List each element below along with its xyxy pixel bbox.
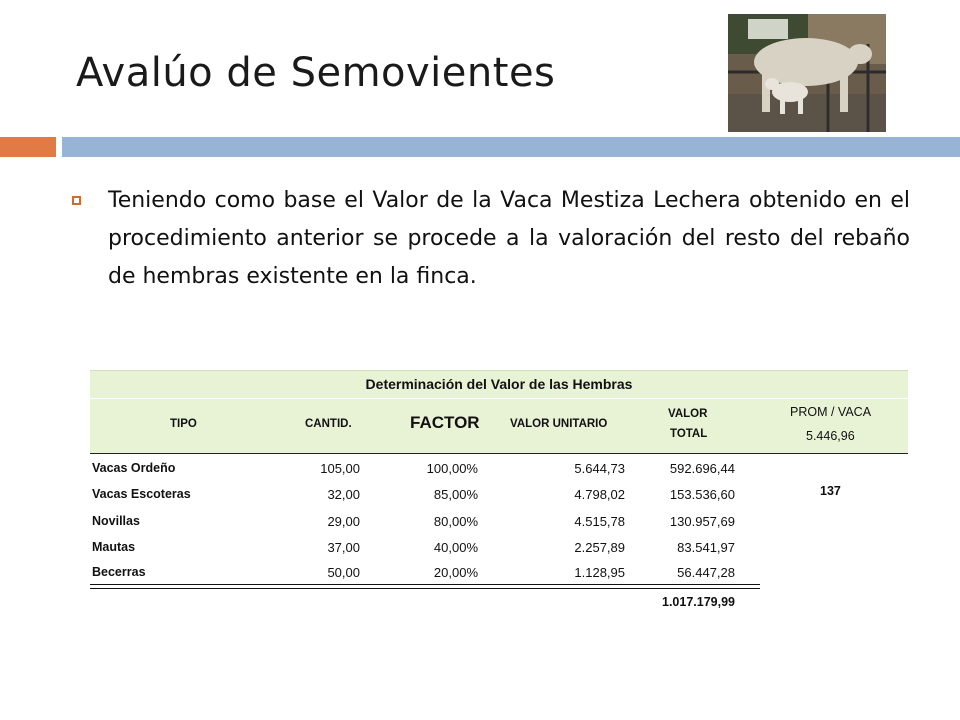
cell-unitario: 4.515,78	[574, 514, 625, 529]
header-prom-label: PROM / VACA	[790, 405, 872, 419]
slide-title: Avalúo de Semovientes	[76, 50, 556, 96]
cell-cantid: 105,00	[320, 461, 360, 476]
header-factor: FACTOR	[410, 413, 480, 432]
table-header-row	[90, 398, 908, 454]
bullet-square-icon	[72, 196, 81, 205]
header-prom-value: 5.446,96	[806, 429, 855, 443]
cell-tipo: Novillas	[92, 514, 140, 528]
cell-cantid: 50,00	[327, 565, 360, 580]
table-title: Determinación del Valor de las Hembras	[90, 370, 908, 398]
cell-total: 153.536,60	[669, 487, 735, 502]
valuation-table	[90, 370, 908, 609]
cell-tipo: Vacas Escoteras	[92, 487, 191, 501]
cell-cantid: 29,00	[327, 514, 360, 529]
cow-and-calf-photo	[728, 14, 886, 132]
total-divider-line-double	[90, 588, 760, 589]
cell-total: 130.957,69	[669, 514, 735, 529]
table-row	[90, 514, 908, 536]
cell-factor: 80,00%	[433, 514, 478, 529]
cell-factor: 85,00%	[433, 487, 478, 502]
header-valor-unitario: VALOR UNITARIO	[510, 418, 608, 430]
cell-tipo: Becerras	[92, 565, 146, 579]
cell-tipo: Vacas Ordeño	[92, 461, 176, 475]
cell-cantid: 32,00	[327, 487, 360, 502]
cell-tipo: Mautas	[92, 540, 136, 554]
accent-bar-orange	[0, 137, 56, 157]
header-cantid: CANTID.	[305, 418, 352, 430]
header-tipo: TIPO	[170, 418, 197, 430]
side-count-value: 137	[820, 484, 841, 498]
grand-total: 1.017.179,99	[662, 595, 735, 609]
cell-unitario: 1.128,95	[574, 565, 625, 580]
cell-unitario: 2.257,89	[574, 540, 625, 555]
table-row	[90, 487, 908, 509]
header-total: TOTAL	[670, 428, 708, 440]
cell-factor: 20,00%	[433, 565, 478, 580]
total-divider-line	[90, 584, 760, 585]
accent-bar-blue	[62, 137, 960, 157]
cell-unitario: 5.644,73	[574, 461, 625, 476]
table-row	[90, 461, 908, 483]
cell-cantid: 37,00	[327, 540, 360, 555]
header-valor: VALOR	[668, 408, 708, 420]
cell-total: 592.696,44	[669, 461, 735, 476]
cell-total: 56.447,28	[677, 565, 735, 580]
cell-factor: 40,00%	[433, 540, 478, 555]
cell-unitario: 4.798,02	[574, 487, 625, 502]
body-paragraph: Teniendo como base el Valor de la Vaca Mestiza Lechera obtenido en el procedimiento anterior se procede a la valoración del resto del rebaño de hembras existente en la finca.	[108, 188, 910, 289]
cell-factor: 100,00%	[426, 461, 478, 476]
cell-total: 83.541,97	[677, 540, 735, 555]
table-row	[90, 540, 908, 562]
